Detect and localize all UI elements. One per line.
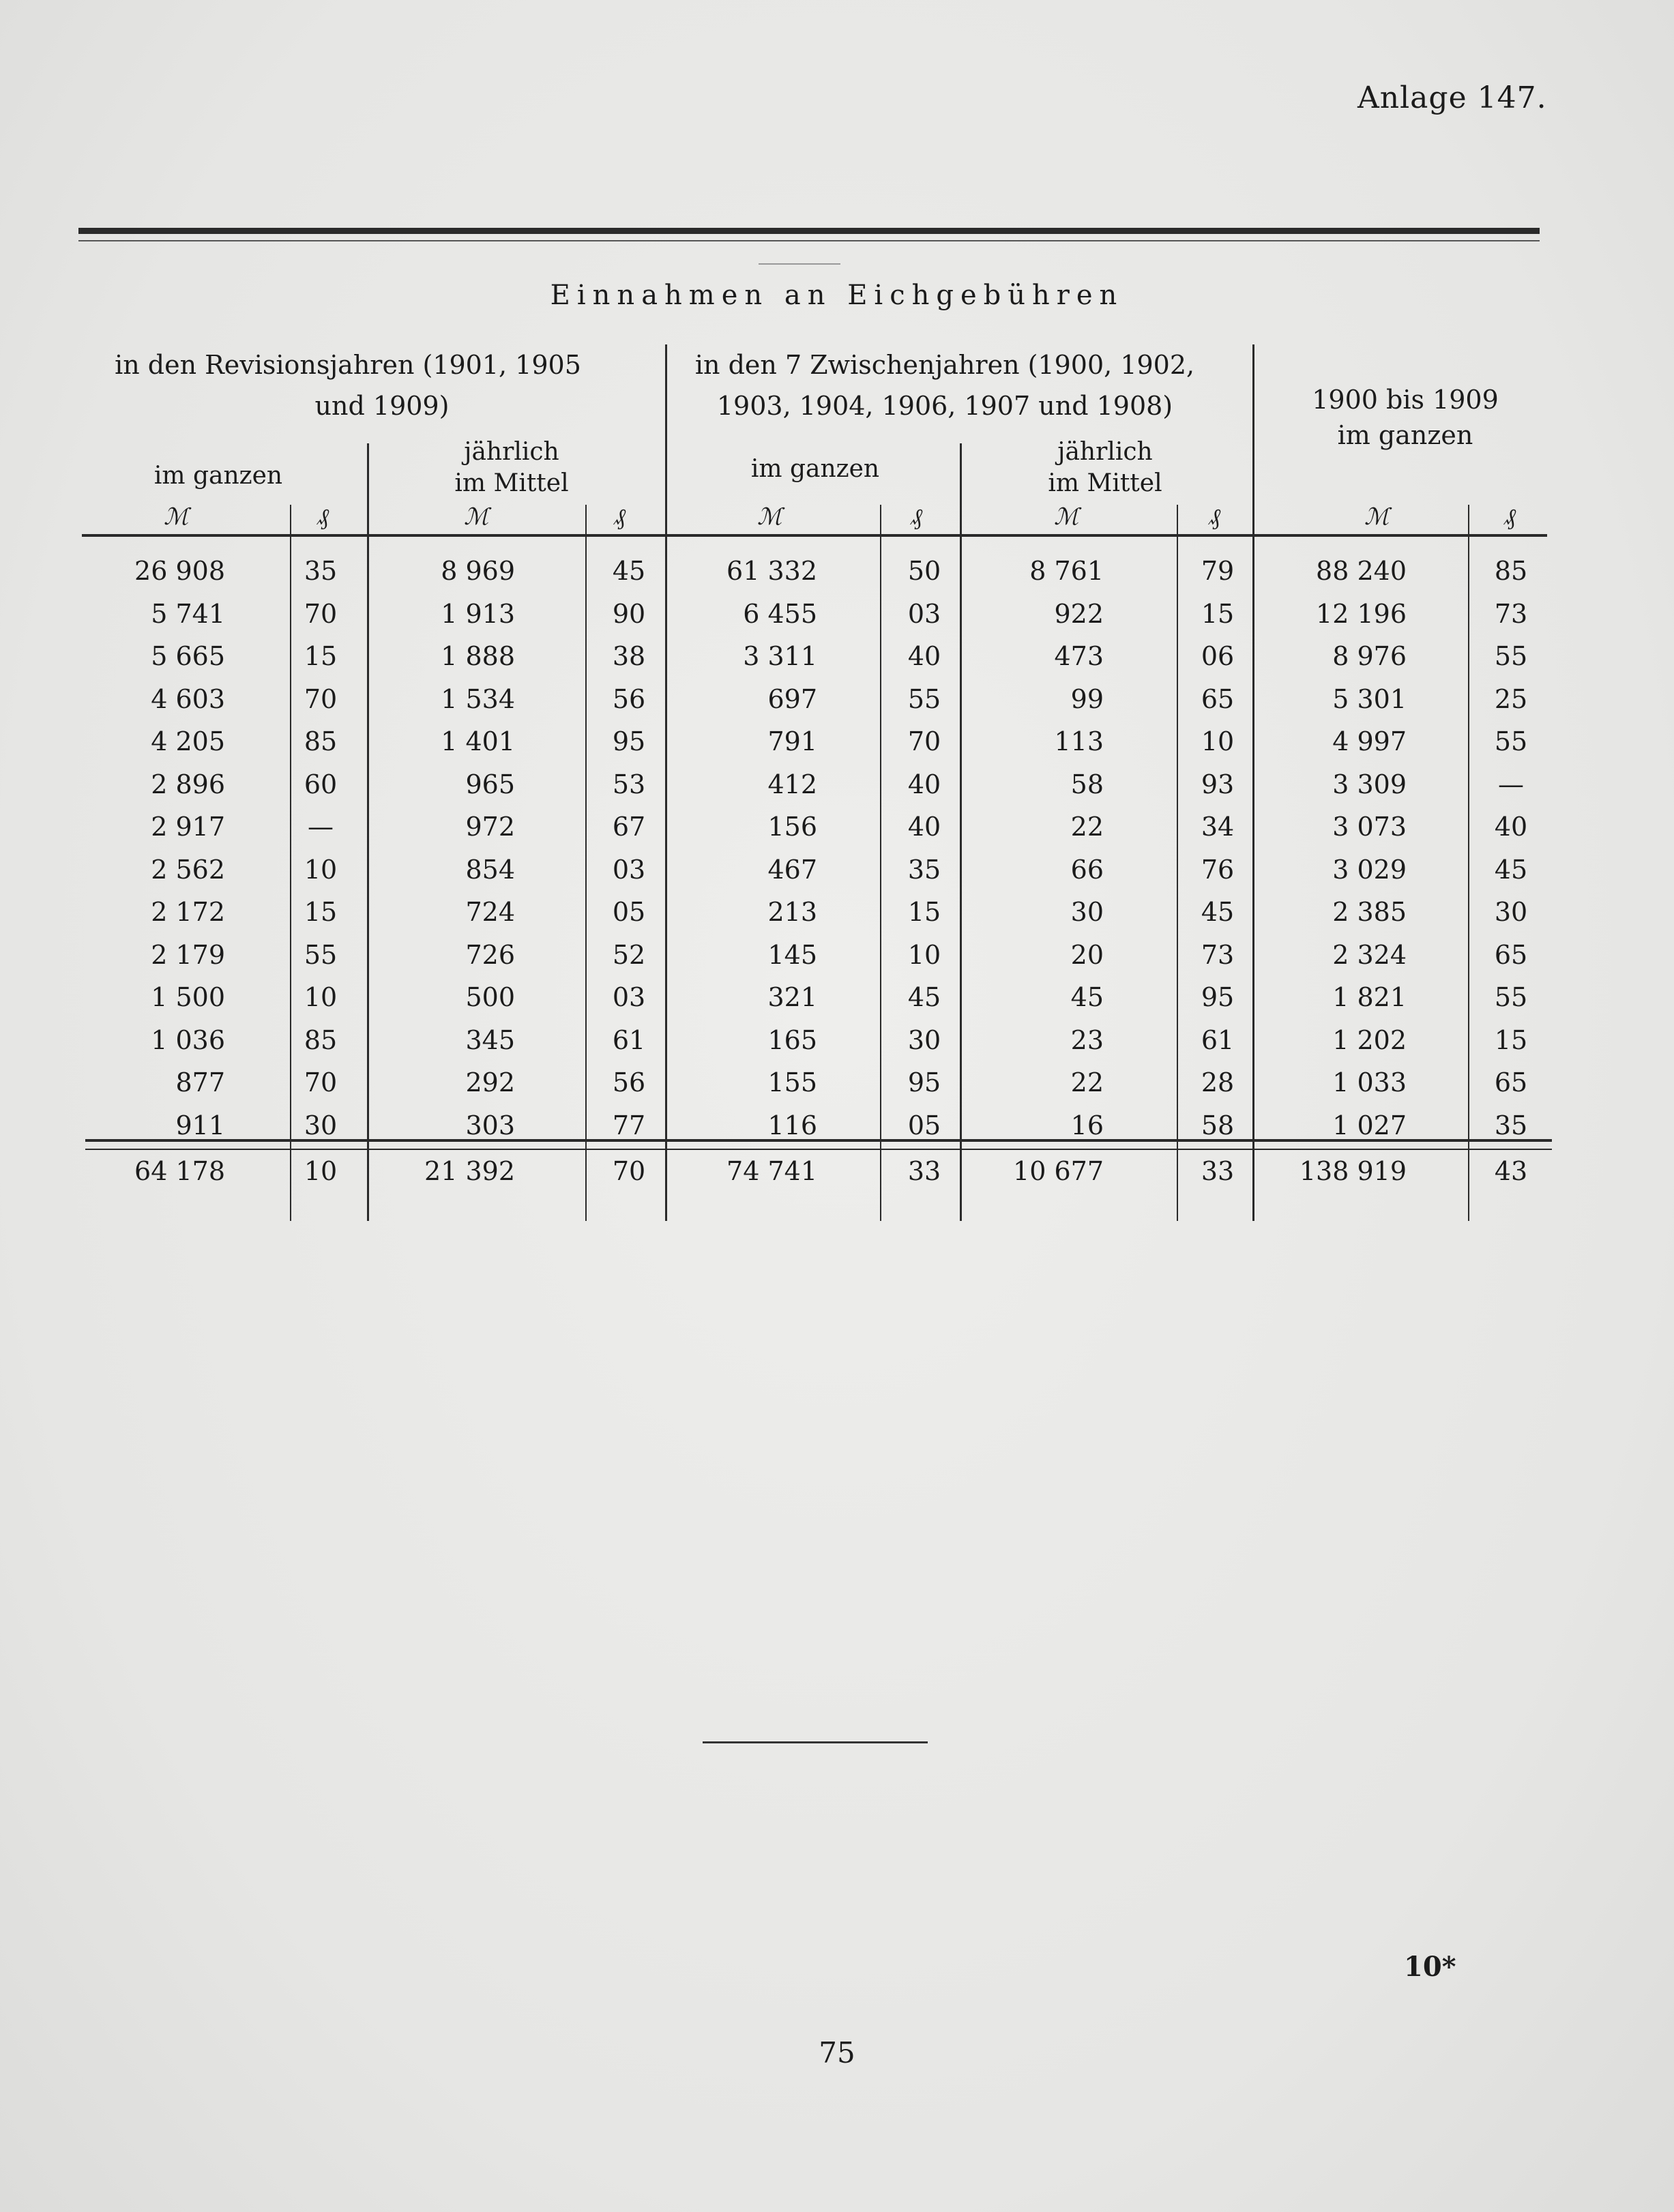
cell-mark: 4 997 xyxy=(1332,726,1407,756)
cell-mark: 791 xyxy=(767,726,817,756)
cell-pfennig: 76 xyxy=(1201,854,1235,885)
cell-mark: 292 xyxy=(465,1067,515,1097)
cell-pfennig: 05 xyxy=(907,1110,941,1140)
cell-pfennig: 38 xyxy=(612,641,646,671)
total-cell: 10 xyxy=(304,1156,338,1186)
cell-pfennig: 95 xyxy=(1201,982,1235,1012)
cell-mark: 2 179 xyxy=(151,939,225,970)
cell-pfennig: 40 xyxy=(1494,812,1528,842)
cell-pfennig: 03 xyxy=(612,854,646,885)
cell-pfennig: 15 xyxy=(304,641,338,671)
cell-mark: 6 455 xyxy=(743,598,817,629)
cell-pfennig: 30 xyxy=(907,1024,941,1055)
total-cell: 64 178 xyxy=(134,1156,225,1186)
cell-mark: 155 xyxy=(767,1067,817,1097)
cell-pfennig: 73 xyxy=(1494,598,1528,629)
cell-mark: 2 562 xyxy=(151,854,225,885)
unit-mark-2: ℳ xyxy=(464,503,489,531)
cell-mark: 99 xyxy=(1070,683,1104,714)
cell-pfennig: 28 xyxy=(1201,1067,1235,1097)
header-rule-thick xyxy=(78,228,1540,234)
cell-pfennig: 56 xyxy=(612,1067,646,1097)
subhead-zw-jaehrlich xyxy=(1003,437,1207,499)
cell-mark: 5 301 xyxy=(1332,683,1407,714)
cell-pfennig: 03 xyxy=(907,598,941,629)
cell-pfennig: 90 xyxy=(612,598,646,629)
cell-mark: 156 xyxy=(767,812,817,842)
cell-mark: 877 xyxy=(175,1067,225,1097)
cell-pfennig: 15 xyxy=(907,897,941,927)
cell-pfennig: 93 xyxy=(1201,769,1235,799)
cell-mark: 1 033 xyxy=(1332,1067,1407,1097)
cell-mark: 854 xyxy=(465,854,515,885)
total-cell: 33 xyxy=(907,1156,941,1186)
subhead-rev-jaehrlich-l2: im Mittel xyxy=(454,469,569,497)
group-revisionsjahren xyxy=(102,344,593,426)
cell-mark: 3 029 xyxy=(1332,854,1407,885)
cell-pfennig: 10 xyxy=(907,939,941,970)
cell-mark: 1 036 xyxy=(151,1024,225,1055)
cell-mark: 500 xyxy=(465,982,515,1012)
group-zw-line2: 1903, 1904, 1906, 1907 und 1908) xyxy=(716,391,1173,421)
unit-pf-1: ₰ xyxy=(317,503,329,531)
cell-mark: 66 xyxy=(1070,854,1104,885)
cell-mark: 1 202 xyxy=(1332,1024,1407,1055)
cell-mark: 303 xyxy=(465,1110,515,1140)
cell-mark: 3 073 xyxy=(1332,812,1407,842)
cell-mark: 4 205 xyxy=(151,726,225,756)
cell-mark: 30 xyxy=(1070,897,1104,927)
cell-pfennig: 30 xyxy=(304,1110,338,1140)
cell-pfennig: 73 xyxy=(1201,939,1235,970)
cell-mark: 8 976 xyxy=(1332,641,1407,671)
cell-mark: 4 603 xyxy=(151,683,225,714)
cell-pfennig: 65 xyxy=(1494,939,1528,970)
cell-pfennig: 85 xyxy=(1494,556,1528,586)
total-cell: 138 919 xyxy=(1299,1156,1407,1186)
cell-pfennig: 70 xyxy=(907,726,941,756)
cell-mark: 12 196 xyxy=(1316,598,1407,629)
cell-pfennig: 77 xyxy=(612,1110,646,1140)
cell-mark: 1 821 xyxy=(1332,982,1407,1012)
cell-pfennig: 95 xyxy=(907,1067,941,1097)
cell-mark: 1 401 xyxy=(441,726,515,756)
col-divider-pf-4 xyxy=(1177,505,1178,1221)
cell-pfennig: 06 xyxy=(1201,641,1235,671)
total-cell: 74 741 xyxy=(726,1156,817,1186)
cell-mark: 5 741 xyxy=(151,598,225,629)
cell-pfennig: 79 xyxy=(1201,556,1235,586)
group-rev-line2: und 1909) xyxy=(314,391,450,421)
cell-pfennig: 15 xyxy=(304,897,338,927)
group-zwischenjahren xyxy=(682,344,1207,426)
cell-pfennig: 56 xyxy=(612,683,646,714)
cell-pfennig: 15 xyxy=(1494,1024,1528,1055)
cell-mark: 213 xyxy=(767,897,817,927)
group-all-line2: im ganzen xyxy=(1337,420,1473,450)
cell-pfennig: 65 xyxy=(1494,1067,1528,1097)
cell-pfennig: 52 xyxy=(612,939,646,970)
subhead-zw-im-ganzen: im ganzen xyxy=(750,455,880,483)
cell-mark: 145 xyxy=(767,939,817,970)
subhead-rev-jaehrlich xyxy=(409,437,614,499)
unit-pf-3: ₰ xyxy=(911,503,922,531)
cell-mark: 22 xyxy=(1070,1067,1104,1097)
cell-mark: 473 xyxy=(1054,641,1104,671)
cell-mark: 965 xyxy=(465,769,515,799)
cell-mark: 724 xyxy=(465,897,515,927)
header-rule-thin xyxy=(78,240,1540,241)
col-divider-pf-2 xyxy=(585,505,587,1221)
cell-pfennig: 25 xyxy=(1494,683,1528,714)
header-bottom-rule xyxy=(82,534,1547,537)
cell-pfennig: 70 xyxy=(304,683,338,714)
cell-pfennig: 53 xyxy=(612,769,646,799)
total-cell: 70 xyxy=(612,1156,646,1186)
cell-mark: 23 xyxy=(1070,1024,1104,1055)
cell-pfennig: 55 xyxy=(1494,726,1528,756)
cell-pfennig: 50 xyxy=(907,556,941,586)
group-zw-line1: in den 7 Zwischenjahren (1900, 1902, xyxy=(694,350,1195,380)
cell-mark: 412 xyxy=(767,769,817,799)
subhead-zw-jaehrlich-l1: jährlich xyxy=(1057,438,1153,466)
cell-pfennig: 45 xyxy=(612,556,646,586)
signature-mark: 10* xyxy=(1404,1951,1456,1983)
cell-pfennig: 70 xyxy=(304,598,338,629)
cell-pfennig: 40 xyxy=(907,769,941,799)
cell-pfennig: 45 xyxy=(1494,854,1528,885)
cell-mark: 922 xyxy=(1054,598,1104,629)
cell-mark: 1 888 xyxy=(441,641,515,671)
cell-pfennig: 60 xyxy=(304,769,338,799)
cell-pfennig: 10 xyxy=(304,982,338,1012)
cell-pfennig: 55 xyxy=(304,939,338,970)
page-number: 75 xyxy=(819,2036,855,2069)
cell-mark: 116 xyxy=(767,1110,817,1140)
cell-pfennig: 65 xyxy=(1201,683,1235,714)
cell-pfennig: 55 xyxy=(907,683,941,714)
cell-pfennig: 45 xyxy=(907,982,941,1012)
cell-pfennig: 03 xyxy=(612,982,646,1012)
cell-pfennig: 40 xyxy=(907,641,941,671)
cell-mark: 911 xyxy=(175,1110,225,1140)
cell-pfennig: 67 xyxy=(612,812,646,842)
cell-pfennig: 10 xyxy=(1201,726,1235,756)
cell-mark: 5 665 xyxy=(151,641,225,671)
cell-mark: 22 xyxy=(1070,812,1104,842)
cell-pfennig: 85 xyxy=(304,726,338,756)
cell-pfennig: 15 xyxy=(1201,598,1235,629)
cell-mark: 45 xyxy=(1070,982,1104,1012)
cell-mark: 1 534 xyxy=(441,683,515,714)
cell-mark: 726 xyxy=(465,939,515,970)
cell-pfennig: 61 xyxy=(612,1024,646,1055)
cell-mark: 113 xyxy=(1054,726,1104,756)
cell-pfennig: 35 xyxy=(907,854,941,885)
group-all-line1: 1900 bis 1909 xyxy=(1312,385,1499,415)
title-rule xyxy=(759,263,840,265)
cell-mark: 2 385 xyxy=(1332,897,1407,927)
cell-pfennig: — xyxy=(1498,769,1524,799)
group-rev-line1: in den Revisionsjahren (1901, 1905 xyxy=(115,350,581,380)
unit-mark-4: ℳ xyxy=(1054,503,1079,531)
subhead-zw-jaehrlich-l2: im Mittel xyxy=(1048,469,1162,497)
col-divider-pf-1 xyxy=(290,505,291,1221)
cell-pfennig: 05 xyxy=(612,897,646,927)
cell-mark: 26 908 xyxy=(134,556,225,586)
cell-mark: 2 172 xyxy=(151,897,225,927)
cell-mark: 697 xyxy=(767,683,817,714)
col-divider-pf-3 xyxy=(880,505,881,1221)
cell-mark: 8 969 xyxy=(441,556,515,586)
cell-pfennig: 34 xyxy=(1201,812,1235,842)
unit-pf-4: ₰ xyxy=(1209,503,1220,531)
cell-pfennig: 58 xyxy=(1201,1110,1235,1140)
subhead-rev-jaehrlich-l1: jährlich xyxy=(464,438,559,466)
cell-pfennig: — xyxy=(308,812,334,842)
cell-mark: 165 xyxy=(767,1024,817,1055)
cell-mark: 8 761 xyxy=(1029,556,1104,586)
cell-mark: 1 027 xyxy=(1332,1110,1407,1140)
cell-mark: 16 xyxy=(1070,1110,1104,1140)
unit-pf-5: ₰ xyxy=(1504,503,1516,531)
table-title: Einnahmen an Eichgebühren xyxy=(550,280,1124,311)
cell-pfennig: 95 xyxy=(612,726,646,756)
cell-pfennig: 70 xyxy=(304,1067,338,1097)
cell-pfennig: 30 xyxy=(1494,897,1528,927)
cell-mark: 2 324 xyxy=(1332,939,1407,970)
cell-pfennig: 61 xyxy=(1201,1024,1235,1055)
cell-pfennig: 85 xyxy=(304,1024,338,1055)
header-label: Anlage 147. xyxy=(1357,80,1547,115)
cell-pfennig: 40 xyxy=(907,812,941,842)
group-1900-1909 xyxy=(1276,382,1535,453)
cell-mark: 1 913 xyxy=(441,598,515,629)
unit-pf-2: ₰ xyxy=(614,503,626,531)
cell-mark: 467 xyxy=(767,854,817,885)
unit-mark-5: ℳ xyxy=(1364,503,1390,531)
cell-mark: 972 xyxy=(465,812,515,842)
cell-mark: 1 500 xyxy=(151,982,225,1012)
cell-pfennig: 55 xyxy=(1494,641,1528,671)
cell-mark: 20 xyxy=(1070,939,1104,970)
cell-pfennig: 45 xyxy=(1201,897,1235,927)
cell-mark: 58 xyxy=(1070,769,1104,799)
cell-mark: 88 240 xyxy=(1316,556,1407,586)
total-cell: 10 677 xyxy=(1013,1156,1104,1186)
footer-rule xyxy=(703,1741,928,1743)
cell-mark: 3 311 xyxy=(743,641,817,671)
cell-mark: 3 309 xyxy=(1332,769,1407,799)
cell-pfennig: 35 xyxy=(304,556,338,586)
cell-mark: 2 896 xyxy=(151,769,225,799)
col-divider-pf-5 xyxy=(1468,505,1469,1221)
unit-mark-3: ℳ xyxy=(757,503,782,531)
total-cell: 21 392 xyxy=(424,1156,515,1186)
cell-mark: 2 917 xyxy=(151,812,225,842)
cell-pfennig: 35 xyxy=(1494,1110,1528,1140)
totals-rule-2 xyxy=(85,1149,1552,1150)
cell-pfennig: 10 xyxy=(304,854,338,885)
cell-mark: 61 332 xyxy=(726,556,817,586)
cell-pfennig: 55 xyxy=(1494,982,1528,1012)
subhead-rev-im-ganzen: im ganzen xyxy=(153,462,283,490)
cell-mark: 321 xyxy=(767,982,817,1012)
total-cell: 43 xyxy=(1494,1156,1528,1186)
total-cell: 33 xyxy=(1201,1156,1235,1186)
unit-mark-1: ℳ xyxy=(164,503,189,531)
cell-mark: 345 xyxy=(465,1024,515,1055)
